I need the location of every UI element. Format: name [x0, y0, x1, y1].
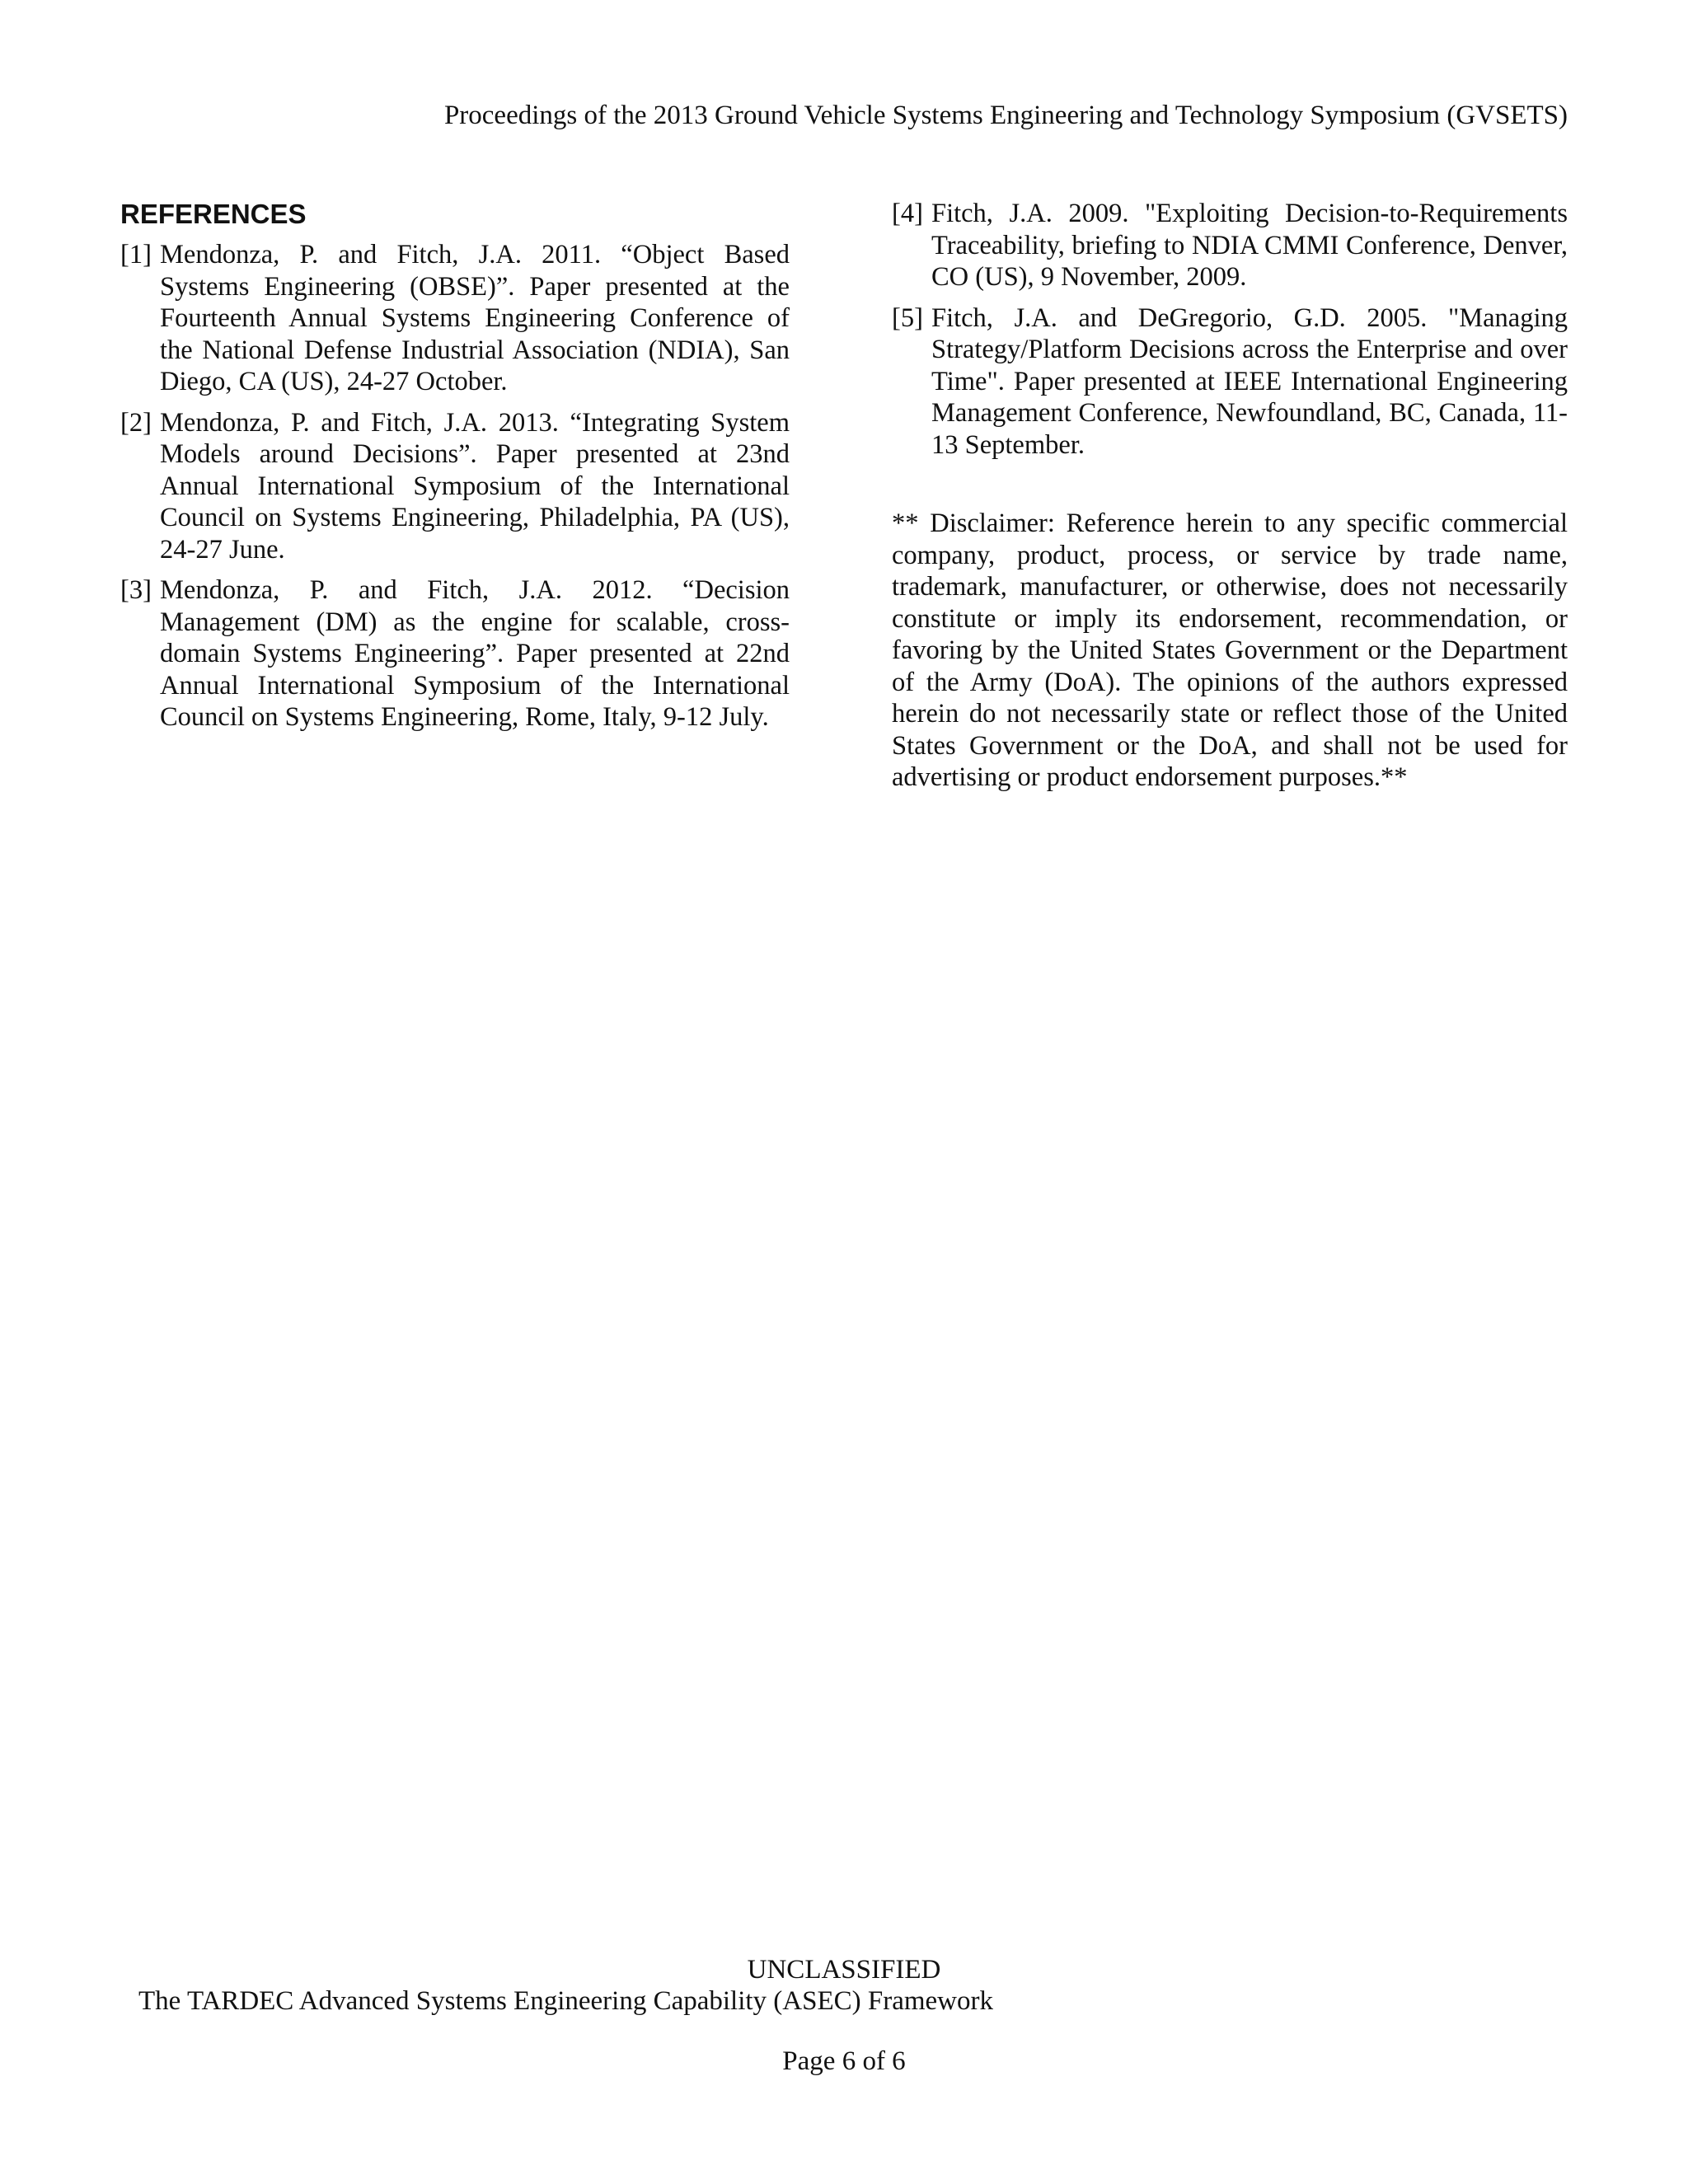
reference-item-5	[892, 302, 1568, 462]
reference-number: [2]	[120, 407, 152, 438]
reference-text: Fitch, J.A. 2009. "Exploiting Decision-to-Requirements Traceability, briefing to NDIA CMMI Conference, Denver, CO (US), 9 November, 2009.	[931, 199, 1568, 292]
running-head: Proceedings of the 2013 Ground Vehicle Systems Engineering and Technology Symposium (GVSETS)	[443, 101, 1568, 130]
reference-number: [1]	[120, 240, 152, 269]
reference-text: Mendonza, P. and Fitch, J.A. 2012. “Decision Management (DM) as the engine for scalable, cross-domain Systems Engineering”. Paper presented at 22nd Annual International Symposium of the International Council on Systems Engineering, Rome, Italy, 9-12 July.	[160, 575, 790, 732]
reference-item-2	[120, 407, 790, 566]
left-column	[120, 198, 790, 743]
footer-paper-title: The TARDEC Advanced Systems Engineering Capability (ASEC) Framework	[138, 1986, 994, 2016]
reference-number: [3]	[120, 575, 152, 605]
references-heading: REFERENCES	[120, 199, 307, 229]
reference-text: Mendonza, P. and Fitch, J.A. 2013. “Integrating System Models around Decisions”. Paper presented at 23nd Annual International Symposium of the International Council on Systems Engineering, Philadelphia, PA (US), 24-27 June.	[160, 407, 790, 565]
reference-item-3	[120, 574, 790, 733]
reference-item-4	[892, 198, 1568, 293]
reference-item-1	[120, 239, 790, 398]
right-column	[892, 198, 1568, 794]
classification-marking: UNCLASSIFIED	[747, 1955, 941, 1985]
reference-number: [4]	[892, 199, 923, 228]
page-number: Page 6 of 6	[782, 2046, 906, 2076]
reference-number: [5]	[892, 302, 923, 333]
reference-text: Mendonza, P. and Fitch, J.A. 2011. “Object Based Systems Engineering (OBSE)”. Paper presented at the Fourteenth Annual Systems Engineering Conference of the National Defense Industrial Association (NDIA), San Diego, CA (US), 24-27 October.	[160, 240, 790, 396]
reference-text: Fitch, J.A. and DeGregorio, G.D. 2005. "Managing Strategy/Platform Decisions across the Enterprise and over Time". Paper presented at IEEE International Engineering Management Conference, Newfoundland, BC, Canada, 11-13 September.	[931, 302, 1568, 460]
disclaimer-paragraph: ** Disclaimer: Reference herein to any specific commercial company, product, process, or service by trade name, trademark, manufacturer, or otherwise, does not necessarily constitute or imply its endorsement, recommendation, or favoring by the United States Government or the Department of the Army (DoA). The opinions of the authors expressed herein do not necessarily state or reflect those of the United States Government or the DoA, and shall not be used for advertising or product endorsement purposes.**	[892, 509, 1568, 792]
